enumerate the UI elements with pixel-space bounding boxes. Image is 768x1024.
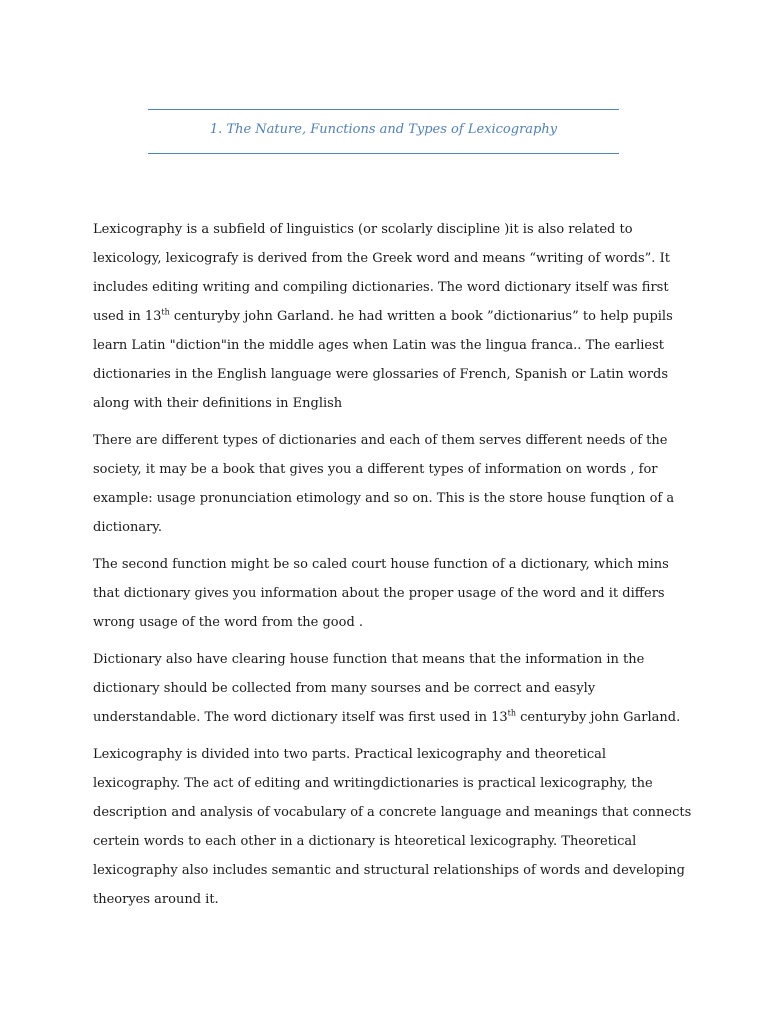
text-line: includes editing writing and compiling dictionaries. The word dictionary itself was first	[93, 280, 669, 295]
text-line: description and analysis of vocabulary of a concrete language and meanings that connects	[93, 805, 692, 820]
text-line-with-superscript	[93, 703, 683, 732]
document-body	[93, 215, 692, 922]
paragraph-2	[93, 426, 683, 542]
text-line: dictionaries in the English language were glossaries of French, Spanish or Latin words	[93, 367, 669, 382]
line-text: centuryby john Garland.	[516, 710, 681, 725]
text-line-with-superscript	[93, 302, 683, 331]
text-line: certein words to each other in a dictionary is hteoretical lexicography. Theoretical	[93, 834, 637, 849]
text-line: Dictionary also have clearing house function that means that the information in the	[93, 652, 645, 667]
superscript: th	[161, 307, 170, 317]
text-line: dictionary.	[93, 520, 163, 535]
superscript: th	[507, 708, 516, 718]
heading-bottom-rule	[148, 153, 619, 154]
text-line: example: usage pronunciation etimology and so on. This is the store house funqtion of a	[93, 491, 675, 506]
section-heading: 1. The Nature, Functions and Types of Lexicography	[209, 122, 558, 137]
paragraph-3	[93, 550, 683, 637]
paragraph-4	[93, 645, 683, 732]
text-line: There are different types of dictionaries and each of them serves different needs of the	[93, 433, 668, 448]
text-line: lexicography. The act of editing and writingdictionaries is practical lexicography, the	[93, 776, 653, 791]
text-line: lexicography also includes semantic and structural relationships of words and developing	[93, 863, 685, 878]
text-line: dictionary should be collected from many sourses and be correct and easyly	[93, 681, 596, 696]
line-text: used in 13	[93, 309, 162, 324]
heading-top-rule	[148, 109, 619, 110]
text-line: Lexicography is a subfield of linguistics (or scolarly discipline )it is also related to	[93, 222, 633, 237]
text-line: The second function might be so caled court house function of a dictionary, which mins	[93, 557, 669, 572]
text-line: learn Latin "diction"in the middle ages when Latin was the lingua franca.. The earliest	[93, 338, 665, 353]
text-line: along with their definitions in English	[93, 396, 343, 411]
text-line: society, it may be a book that gives you a different types of information on words , for	[93, 462, 658, 477]
paragraph-5	[93, 740, 692, 914]
line-text: centuryby john Garland. he had written a book ”dictionarius” to help pupils	[169, 309, 673, 324]
text-line: that dictionary gives you information about the proper usage of the word and it differs	[93, 586, 665, 601]
text-line: Lexicography is divided into two parts. Practical lexicography and theoretical	[93, 747, 607, 762]
text-line: wrong usage of the word from the good .	[93, 615, 364, 630]
text-line: lexicology, lexicografy is derived from the Greek word and means “writing of words”. It	[93, 251, 670, 266]
line-text: understandable. The word dictionary itself was first used in 13	[93, 710, 508, 725]
paragraph-1	[93, 215, 683, 418]
text-line: theoryes around it.	[93, 892, 219, 907]
